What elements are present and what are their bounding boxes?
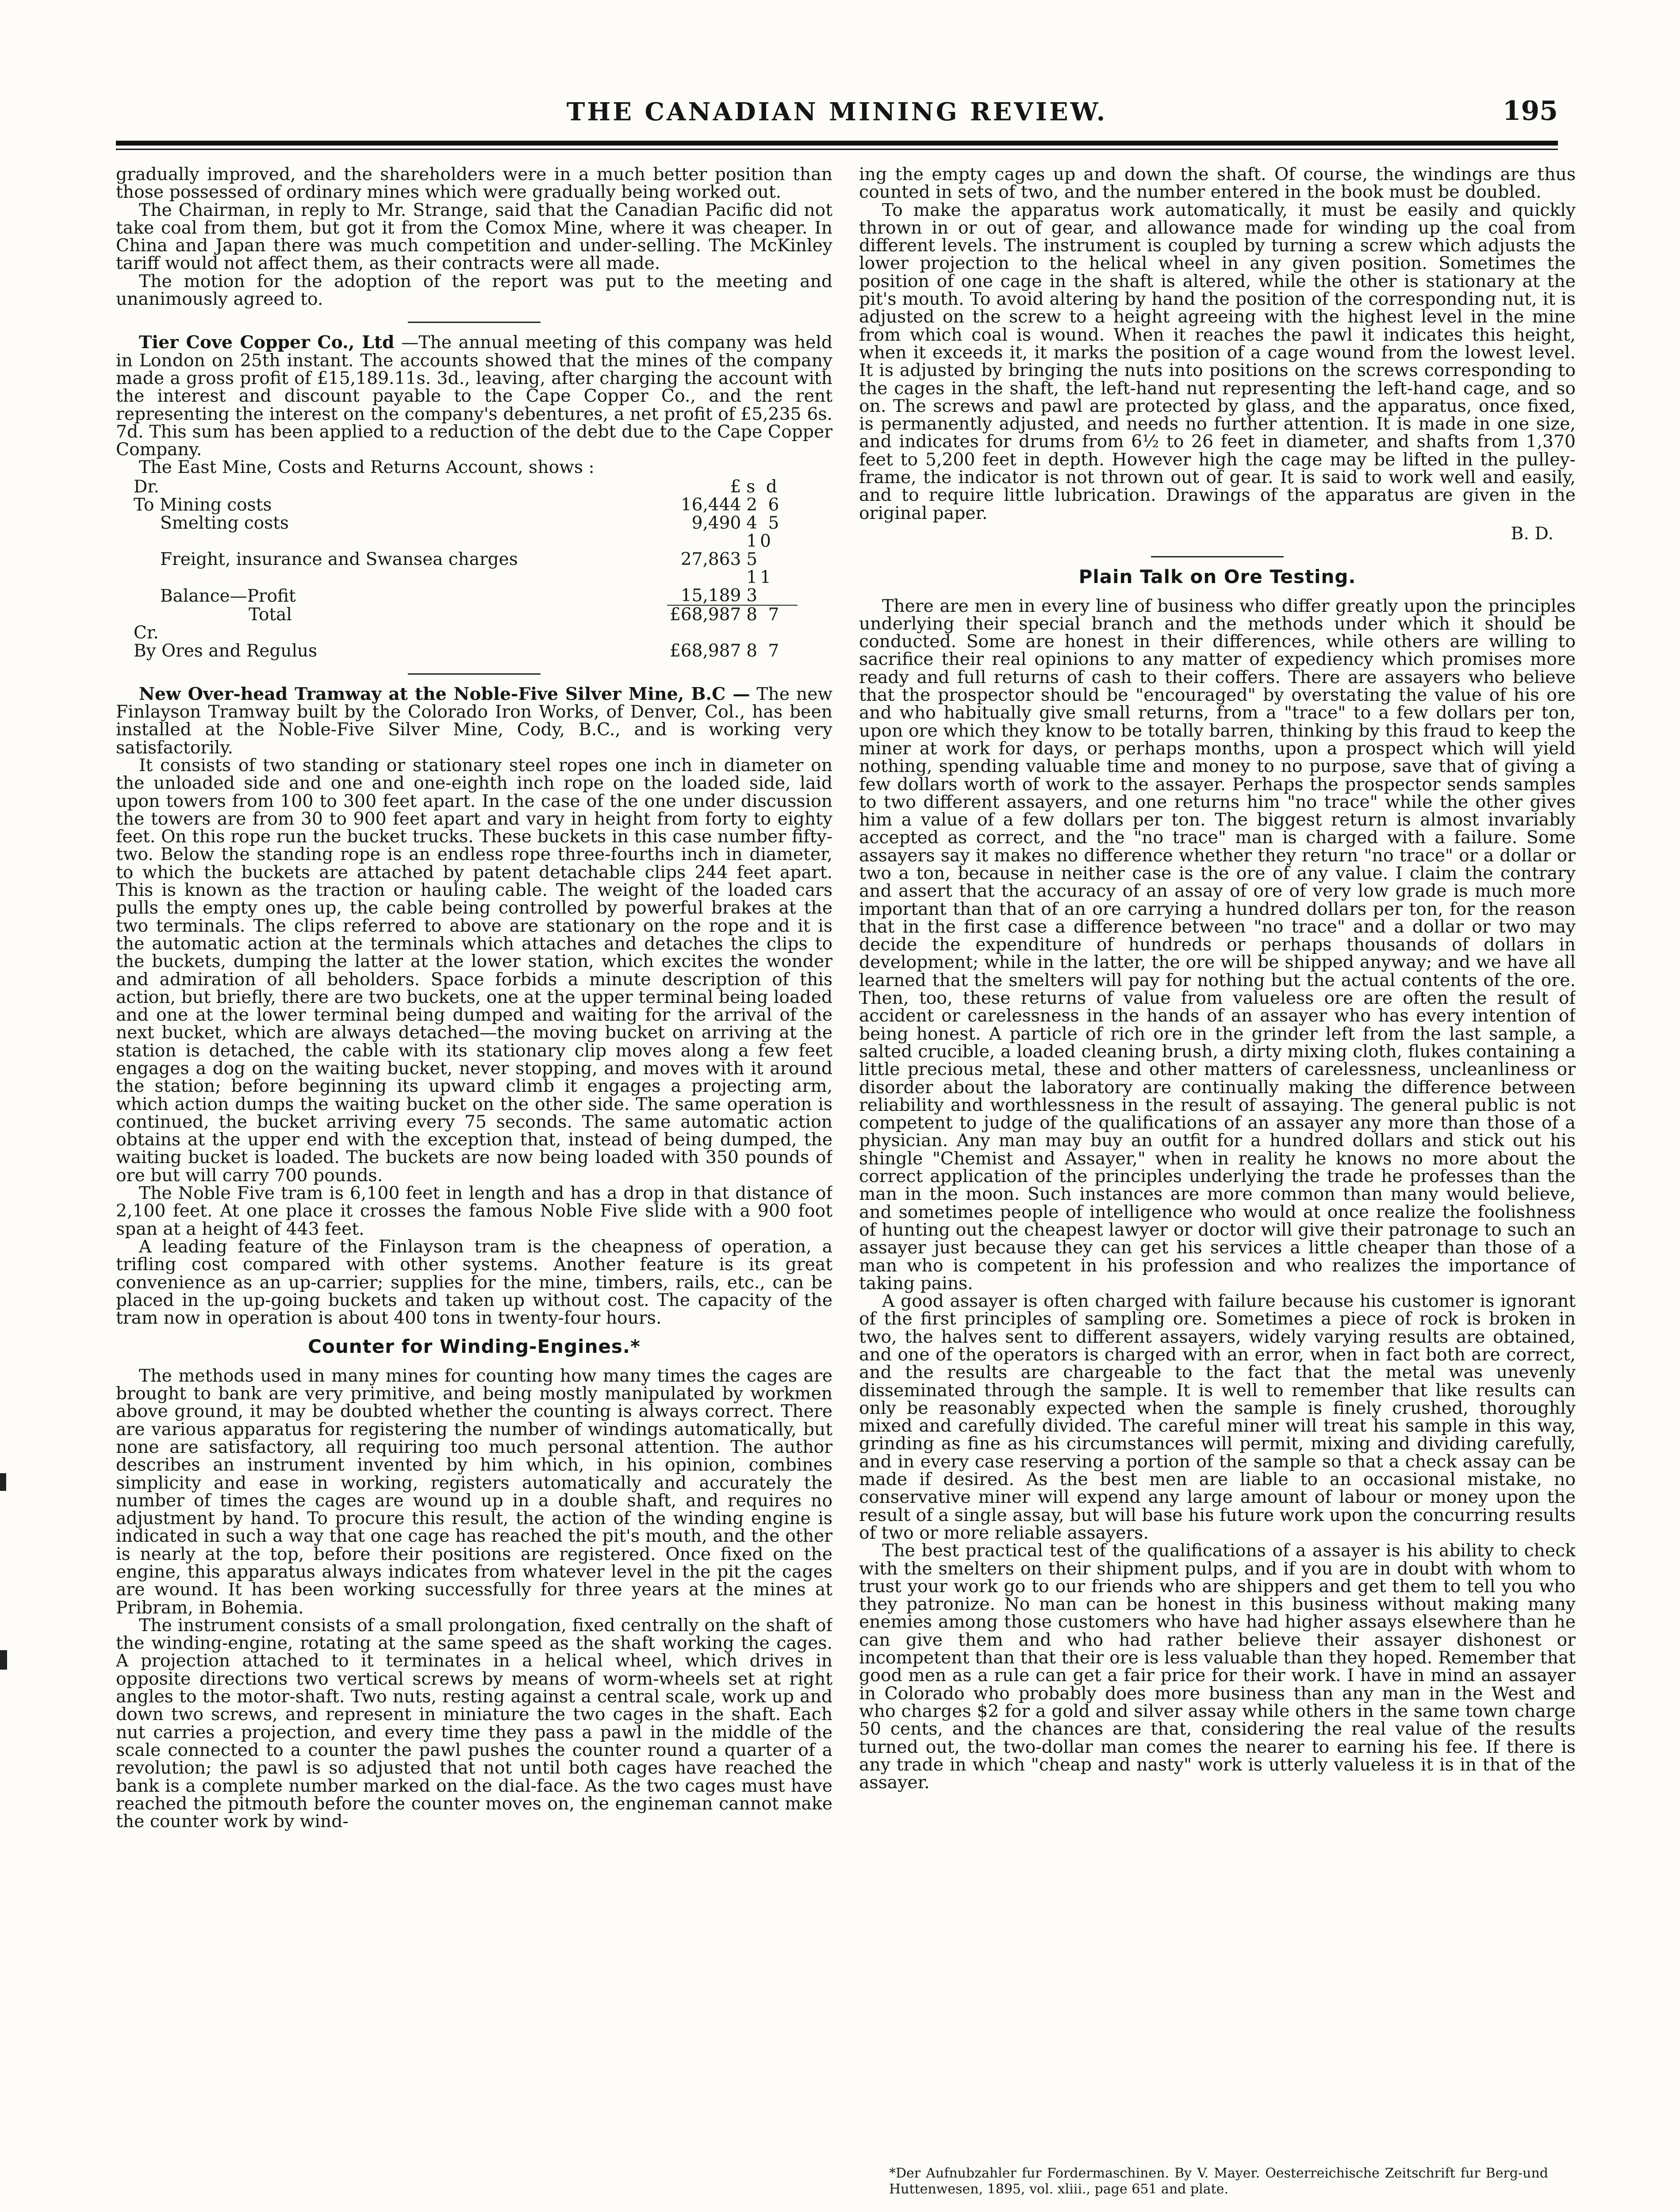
paragraph: gradually improved, and the shareholders were in a much better position than those possessed of ordinary mines which were gradually being worked out. (116, 166, 832, 203)
account-row (134, 514, 798, 532)
header-rule-thick (116, 141, 1558, 146)
header-rule-thin (116, 149, 1558, 150)
account-total-row (134, 605, 798, 624)
margin-mark (0, 1473, 6, 1491)
page-number: 195 (1502, 96, 1558, 127)
account-dr: Dr. (134, 476, 160, 497)
account-row-pounds: 9,490 (691, 513, 741, 533)
article-lead: Tier Cove Copper Co., Ltd (139, 332, 395, 353)
right-column (859, 166, 1576, 2166)
section-heading: Counter for Winding-Engines.* (308, 1336, 641, 1358)
account-intro: The East Mine, Costs and Returns Account, shows : (139, 457, 595, 478)
left-column (116, 166, 832, 2166)
account-row-pounds: 15,189 (680, 585, 741, 606)
account-row-sd: 2 6 (746, 495, 782, 515)
account-header-row (134, 478, 798, 496)
account-table (134, 478, 798, 660)
account-total-sd: 8 7 (744, 605, 798, 624)
account-row-label: By Ores and Regulus (134, 641, 318, 661)
paragraph: The methods used in many mines for counting how many times the cages are brought to bank are very primitive, and being mostly manipulated by workmen above ground, it may be doubted whether the counting is always correct. There are various apparatus for registering the number of windings automatically, but none are satisfactory, all requiring too much personal attention. The author describes an instrument invented by him which, in his opinion, combines simplicity and ease in working, registers automatically and accurately the number of times the cages are wound up in a double shaft, and requires no adjustment by hand. To procure this result, the action of the winding engine is indicated in such a way that one cage has reached the pit's mouth, and the other is nearly at the top, before their positions are registered. Once fixed on the engine, this apparatus always indicates from whatever level in the pit the cages are wound. It has been working successfully for three years at the mines at Pribram, in Bohemia. (116, 1366, 832, 1618)
tramway-article (116, 685, 832, 757)
paragraph: To make the apparatus work automatically, it must be easily and quickly thrown in or out of gear, and allowance made for winding up the coal from different levels. The instrument is coupled by turning a screw which adjusts the lower projection to the helical wheel in any given position. Sometimes the position of one cage in the shaft is altered, while the other is stationary at the pit's mouth. To avoid altering by hand the position of the corresponding nut, it is adjusted on the screw to a height agreeing with the highest level in the mine from which coal is wound. When it reaches the pawl it indicates this height, when it exceeds it, it marks the position of a cage wound from the lowest level. It is adjusted by bringing the nuts into positions on the screws corresponding to the cages in the shaft, the left-hand nut representing the left-hand cage, and so on. The screws and pawl are protected by glass, and the apparatus, once fixed, is permanently adjusted, and needs no further attention. It is made in one size, and indicates for drums from 6½ to 26 feet in diameter, and shafts from 1,370 feet to 5,200 feet in depth. However high the cage may be lifted in the pulley-frame, the indicator is not thrown out of gear. It is said to work well and easily, and to require little lubrication. Drawings of the apparatus are given in the original paper. (859, 200, 1576, 523)
account-row-label: To Mining costs (134, 495, 272, 515)
section-heading: Plain Talk on Ore Testing. (1078, 566, 1356, 588)
tier-cove-article (116, 334, 832, 459)
running-head (116, 92, 1558, 141)
account-pound-head: £ (730, 476, 741, 497)
account-row-sd: 8 7 (746, 641, 782, 661)
account-row-label: Freight, insurance and Swansea charges (160, 549, 518, 569)
account-row-sd: 11 3 (746, 567, 774, 606)
account-row-sd: 10 5 (746, 531, 774, 569)
account-row-label: Balance—Profit (160, 586, 296, 606)
article-lead: New Over-head Tramway at the Noble-Five Silver Mine, B.C — (139, 684, 750, 704)
paragraph: There are men in every line of business who differ greatly upon the principles underlying their special branch and the methods under which it should be conducted. Some are honest in their differences, while others are willing to sacrifice their real opinions to any matter of expediency which promises more ready and full returns of cash to their coffers. There are assayers who believe that the prospector should be "encouraged" by overstating the value of his ore and who habitually give small returns, from a "trace" to a few dollars per ton, upon ore which they know to be totally barren, thinking by this fraud to keep the miner at work for days, or perhaps months, upon a prospect which will yield nothing, spending valuable time and money to no purpose, save that of giving a few dollars worth of work to the assayer. Perhaps the prospector sends samples to two different assayers, and one returns him "no trace" while the other gives him a value of a few dollars per ton. The biggest return is almost invariably accepted as correct, and the "no trace" man is charged with a failure. Some assayers say it makes no difference whether they return "no trace" or a dollar or two a ton, because in neither case is the ore of any value. I claim the contrary and assert that the accuracy of an assay of ore of very low grade is much more important than that of an ore carrying a hundred dollars per ton, for the reason that in the first case a difference between "no trace" and a dollar or two may decide the expenditure of hundreds or perhaps thousands of dollars in development; while in the latter, the ore will be shipped anyway; and we have all learned that the smelters will pay for nothing but the actual contents of the ore. Then, too, these returns of value from valueless ore are often the result of accident or carelessness in the hands of an assayer who has every intention of being honest. A particle of rich ore in the grinder left from the last sample, a salted crucible, a loaded cleaning brush, a dirty mixing cloth, flukes containing a little precious metal, these and other matters of carelessness, uncleanliness or disorder about the laboratory are continually making the difference between reliability and worthlessness in the result of assaying. The general public is not competent to judge of the qualifications of an assayer any more than those of a physician. Any man may buy an outfit for a hundred dollars and stick out his shingle "Chemist and Assayer," when in reality he knows no more about the correct application of the principles underlying the trade he professes than the man in the moon. Such instances are more common than many would believe, and sometimes people of intelligence who would at once realize the foolishness of hunting out the cheapest lawyer or doctor will give their patronage to such an assayer just because they can get his services a little cheaper than those of a man who is competent in his profession and who realizes the importance of taking pains. (859, 596, 1576, 1294)
account-row-pounds: £68,987 (670, 641, 741, 661)
paragraph: The Noble Five tram is 6,100 feet in length and has a drop in that distance of 2,100 feet. At one place it crosses the famous Noble Five slide with a 900 foot span at a height of 443 feet. (116, 1183, 832, 1239)
account-row (134, 496, 798, 514)
account-row (134, 532, 798, 568)
paragraph: The instrument consists of a small prolongation, fixed centrally on the shaft of the winding-engine, rotating at the same speed as the shaft working the cages. A projection attached to it terminates in a helical wheel, which drives in opposite directions two vertical screws by means of worm-wheels set at right angles to the motor-shaft. Two nuts, resting against a central scale, work up and down two screws, and represent in miniature the two cages in the shaft. Each nut carries a projection, and every time they pass a pawl in the middle of the scale connected to a counter the pawl pushes the counter round a quarter of a revolution; the pawl is so adjusted that not until both cages have reached the bank is a complete number marked on the dial-face. As the two cages must have reached the pitmouth before the counter moves on, the engineman cannot make the counter work by wind- (116, 1615, 832, 1832)
account-total-pounds: £68,987 (667, 605, 744, 624)
section-divider (1151, 556, 1284, 557)
paragraph: The Chairman, in reply to Mr. Strange, said that the Canadian Pacific did not take coal from them, but got it from the Comox Mine, where it was cheaper. In China and Japan there was much competition and under-selling. The McKinley tariff would not affect them, as their contracts were all made. (116, 200, 832, 274)
account-total-label: Total (249, 604, 292, 625)
account-row-pounds: 16,444 (680, 495, 741, 515)
article-text: —The annual meeting of this company was held in London on 25th instant. The accounts showed that the mines of the company made a gross profit of £15,189.11s. 3d., leaving, after charging the account with the interest and discount payable to the Cape Copper Co., and the rent representing the interest on the company's debentures, a net profit of £5,235 6s. 7d. This sum has been applied to a reduction of the debt due to the Cape Copper Company. (116, 333, 832, 460)
account-cr: Cr. (134, 622, 159, 643)
margin-mark (0, 1650, 7, 1670)
account-row-label: Smelting costs (160, 513, 289, 533)
account-row-sd: 4 5 (746, 513, 782, 533)
paragraph: The motion for the adoption of the report was put to the meeting and unanimously agreed to. (116, 271, 832, 310)
account-row (134, 568, 798, 605)
paragraph: It consists of two standing or stationary steel ropes one inch in diameter on the unloaded side and one and one-eighth inch rope on the loaded side, laid upon towers from 100 to 300 feet apart. In the case of the one under discussion the towers are from 30 to 900 feet apart and vary in height from forty to eighty feet. On this rope run the bucket trucks. These buckets in this case number fifty-two. Below the standing rope is an endless rope three-fourths inch in diameter, to which the buckets are attached by patent detachable clips 244 feet apart. This is known as the traction or hauling cable. The weight of the loaded cars pulls the empty ones up, the cable being controlled by powerful brakes at the two terminals. The clips referred to above are stationary on the rope and it is the automatic action at the terminals which attaches and detaches the clips to the buckets, dumping the latter at the lower station, which excites the wonder and admiration of all beholders. Space forbids a minute description of this action, but briefly, there are two buckets, one at the upper terminal being loaded and one at the lower terminal being dumped and waiting for the arrival of the next bucket, which are always detached—the moving bucket on arriving at the station is detached, the cable with its stationary clip moves along a few feet engages a dog on the waiting bucket, never stopping, and moves with it around the station; before beginning its upward climb it engages a projecting arm, which action dumps the waiting bucket on the other side. The same operation is continued, the bucket arriving every 75 seconds. The same automatic action obtains at the upper end with the exception that, instead of being dumped, the waiting bucket is loaded. The buckets are now being loaded with 350 pounds of ore but will carry 700 pounds. (116, 755, 832, 1186)
paragraph: ing the empty cages up and down the shaft. Of course, the windings are thus counted in sets of two, and the number entered in the book must be doubled. (859, 166, 1576, 203)
paragraph: A good assayer is often charged with failure because his customer is ignorant of the first principles of sampling ore. Sometimes a piece of rock is broken in two, the halves sent to different assayers, widely varying results are obtained, and one of the operators is charged with an error, when in fact both are correct, and the results are chargeable to the fact that the metal was unevenly disseminated through the sample. It is well to remember that like results can only be reasonably expected when the sample is finely crushed, thoroughly mixed and carefully divided. The careful miner will treat his sample in this way, grinding as fine as his circumstances will permit, mixing and dividing carefully, and in every case reserving a portion of the sample so that a check assay can be made if desired. As the best men are liable to an occasional mistake, no conservative miner will expend any large amount of labour or money upon the result of a single assay, but will base his future work upon the concurring results of two or more reliable assayers. (859, 1291, 1576, 1543)
article-text: The new Finlayson Tramway built by the Colorado Iron Works, of Denver, Col., has been installed at the Noble-Five Silver Mine, Cody, B.C., and is working very satisfactorily. (116, 684, 832, 758)
account-sd-head: s d (746, 476, 780, 497)
paragraph: The best practical test of the qualifications of a assayer is his ability to check with the smelters on their shipment pulps, and if you are in doubt with whom to trust your work go to our friends who are shippers and get them to tell you who they patronize. No man can be honest in this business without making many enemies among those customers who have had higher assays elsewhere than he can give them and who had rather believe their assayer dishonest or incompetent than that their ore is less valuable than they hoped. Remember that good men as a rule can get a fair price for their work. I have in mind an assayer in Colorado who probably does more business than any man in the West and who charges $2 for a gold and silver assay while others in the same town charge 50 cents, and the chances are that, considering the real value of the results turned out, the two-dollar man comes the nearer to earning his fee. If there is any trade in which "cheap and nasty" work is utterly valueless it is in that of the assayer. (859, 1541, 1576, 1793)
account-cr-row (134, 624, 798, 642)
paragraph: A leading feature of the Finlayson tram is the cheapness of operation, a trifling cost compared with other systems. Another feature is its great convenience as an up-carrier; supplies for the mine, timbers, rails, etc., can be placed in the up-going buckets and taken up without cost. The capacity of the tram now in operation is about 400 tons in twenty-four hours. (116, 1237, 832, 1329)
section-divider (408, 322, 541, 323)
account-row (134, 642, 798, 660)
section-divider (408, 673, 541, 675)
account-row-pounds: 27,863 (680, 549, 741, 569)
author-signature: B. D. (1511, 523, 1553, 544)
footnote: *Der Aufnubzahler fur Fordermaschinen. By V. Mayer. Oesterreichische Zeitschrift fur Berg-und Huttenwesen, 1895, vol. xliii., page 651 and plate. (889, 2166, 1548, 2197)
journal-title: THE CANADIAN MINING REVIEW. (566, 97, 1108, 127)
